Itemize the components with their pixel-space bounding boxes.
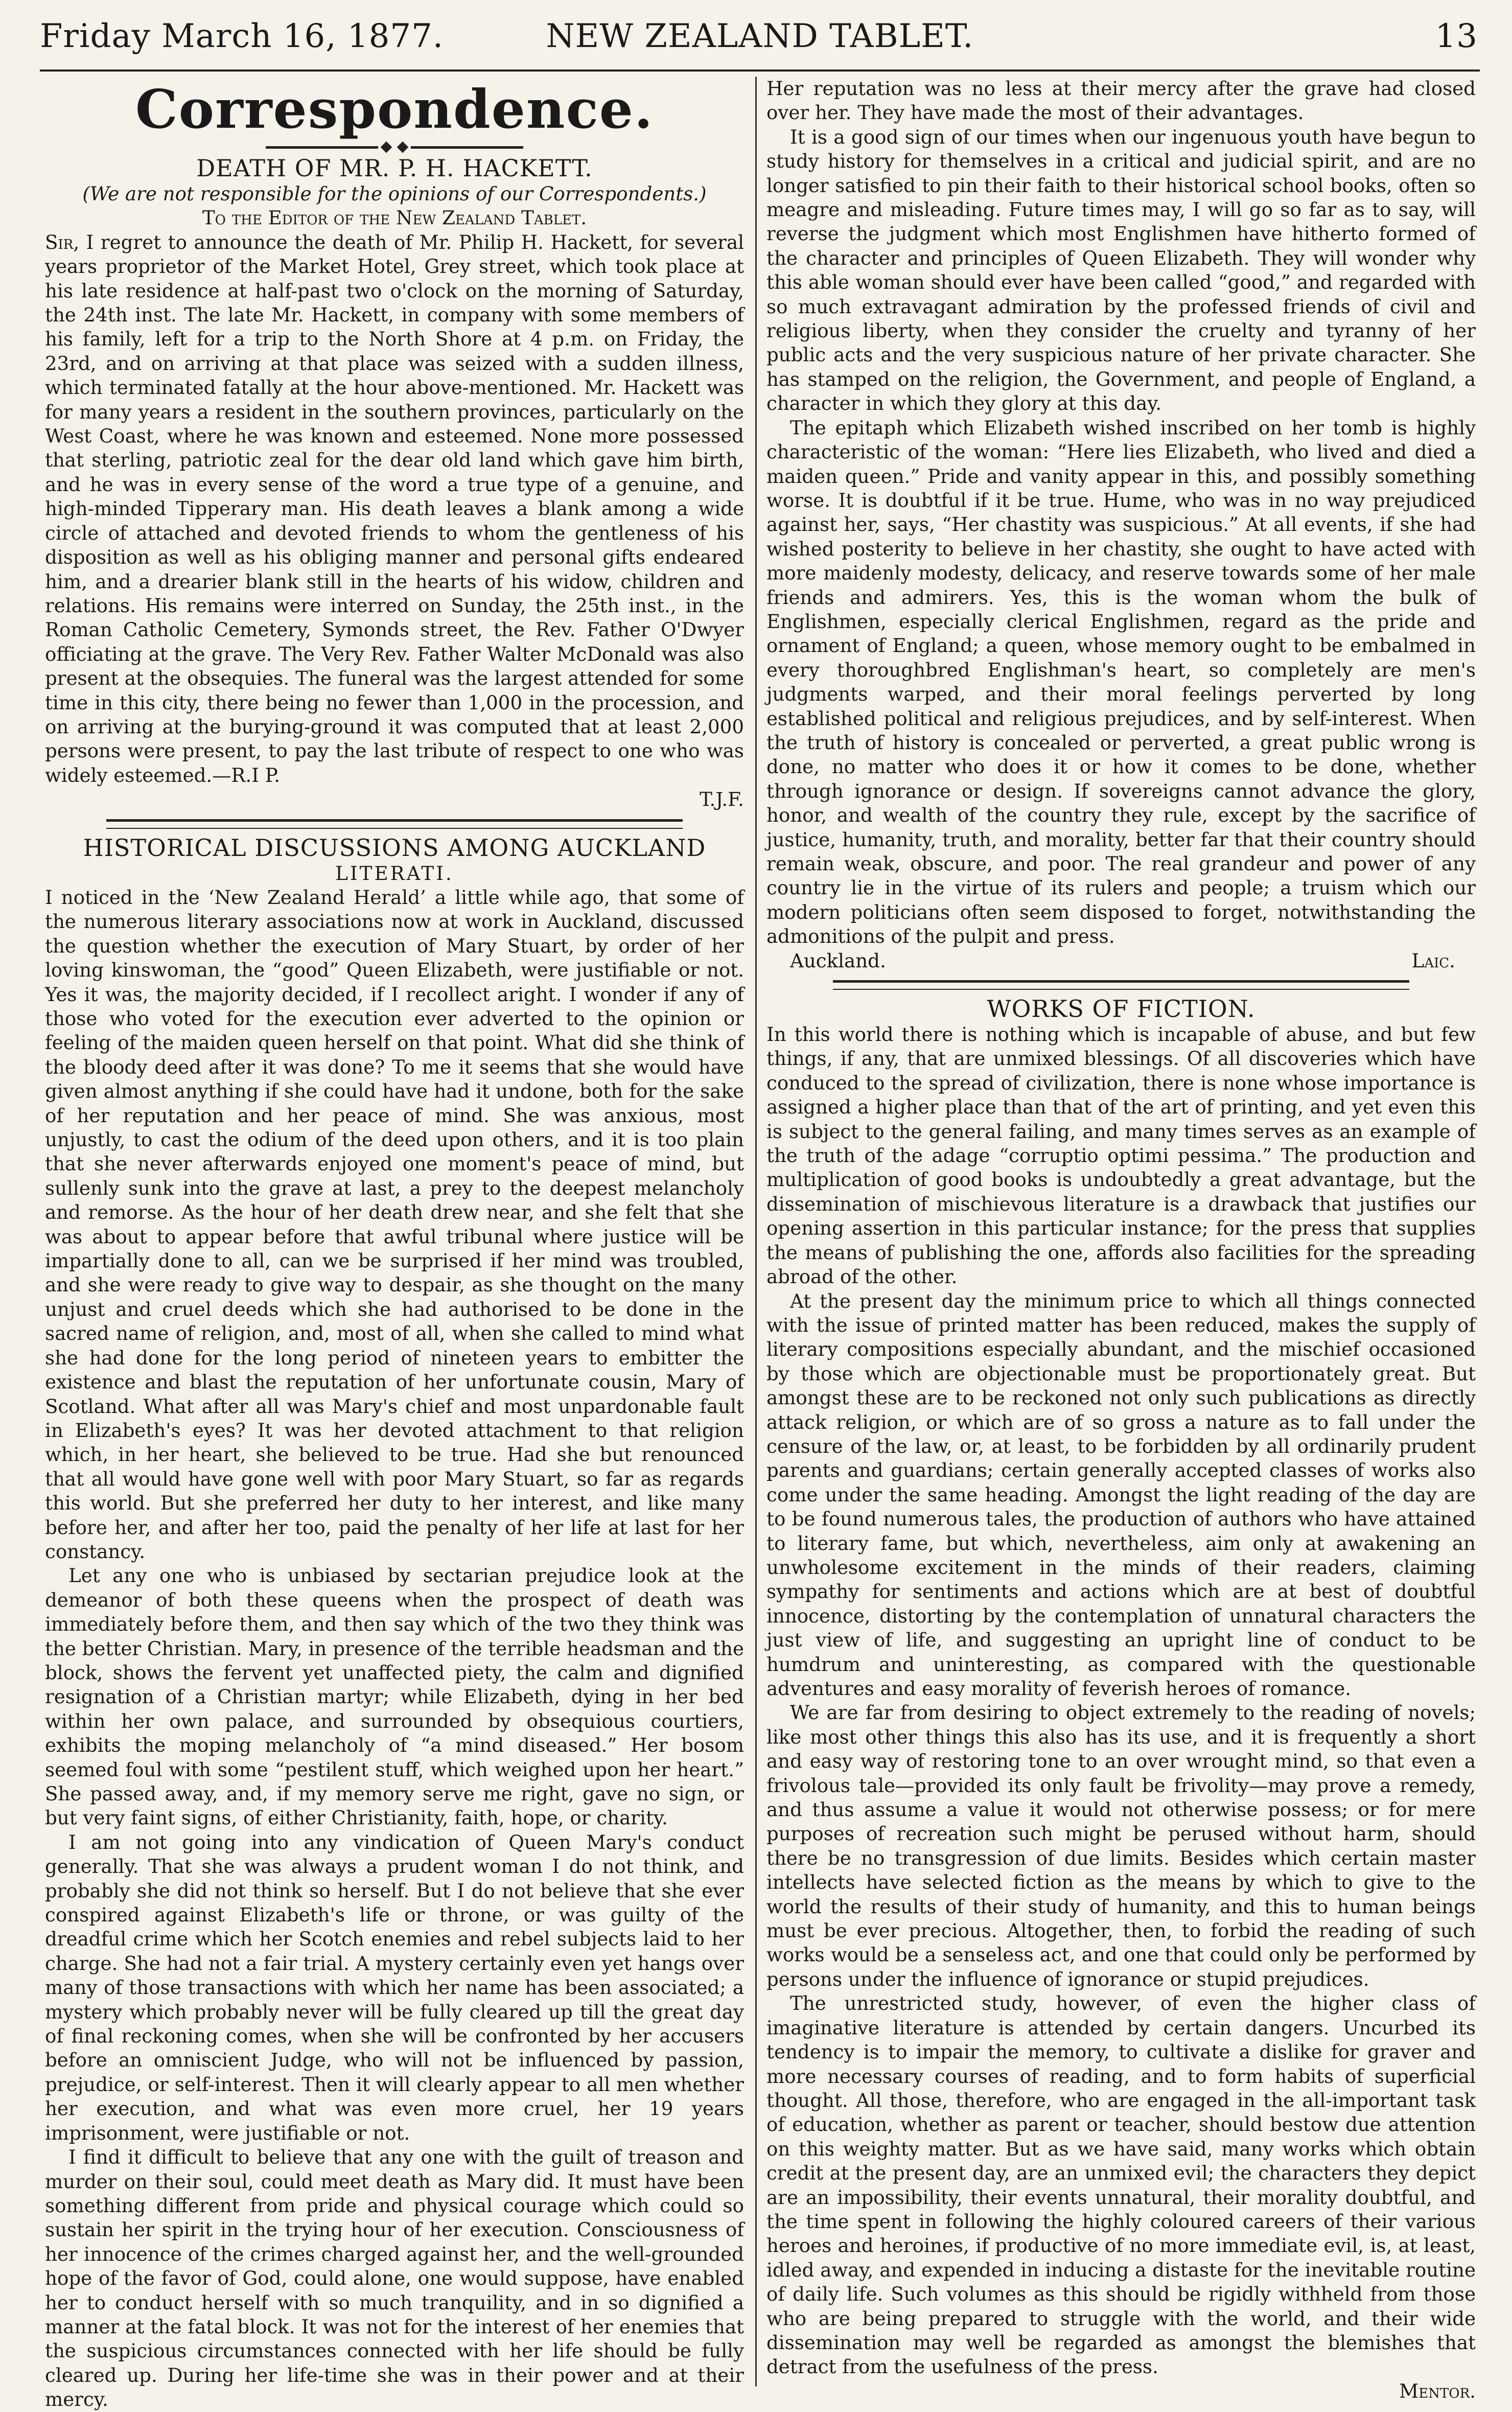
page-header bbox=[40, 12, 1480, 72]
column-right bbox=[766, 77, 1476, 2402]
auckland-signoff bbox=[766, 949, 1476, 973]
section-masthead: Correspondence. bbox=[135, 78, 654, 141]
hackett-body-text: I regret to announce the death of Mr. Philip H. Hackett, for several years proprietor of the Market Hotel, Grey street, which took place at his late residence at half-past two o'clock on the morning of Saturday, the 24th inst. The late Mr. Hackett, in company with some members of his family, left for a trip to the North Shore at 4 p.m. on Friday, the 23rd, and on arriving at that place was seized with a sudden illness, which terminated fatally at the hour above-mentioned. Mr. Hackett was for many years a resident in the southern provinces, particularly on the West Coast, where he was known and esteemed. None more possessed that sterling, patriotic zeal for the dear old land which gave him birth, and he was in every sense of the word a true type of a genuine, and high-minded Tipperary man. His death leaves a blank among a wide circle of attached and devoted friends to whom the gentleness of his disposition as well as his obliging manner and personal gifts endeared him, and a drearier blank still in the hearts of his widow, children and relations. His remains were interred on Sunday, the 25th inst., in the Roman Catholic Cemetery, Symonds street, the Rev. Father O'Dwyer officiating at the grave. The Very Rev. Father Walter McDonald was also present at the obsequies. The funeral was the largest attended for some time in this city, there being no fewer than 1,000 in the procession, and on arriving at the burying-ground it was computed that at least 2,000 persons were present, to pay the last tribute of respect to one who was widely esteemed.—R.I P. bbox=[45, 230, 745, 786]
article-divider bbox=[833, 980, 1409, 990]
article-auckland-continued bbox=[766, 77, 1476, 973]
header-date: Friday March 16, 1877. bbox=[40, 17, 444, 55]
masthead-ornament bbox=[45, 143, 744, 151]
fiction-paragraph: In this world there is nothing which is incapable of abuse, and but few things, if any, that are unmixed blessings. Of all discoveries which have conduced to the spread of civilization, there is none whose importance is assigned a higher place than that of the art of printing, and yet even this is subject to the general failing, and many times serves as an example of the truth of the adage “corruptio optimi pessima.” The production and multiplication of good books is undoubtedly a great advantage, but the dissemination of mischievous literature is a drawback that justifies our opening assertion in this particular instance; for the press that supplies the means of publishing the one, affords also facilities for the spreading abroad of the other. bbox=[766, 1023, 1476, 1288]
auckland-paragraph: I find it difficult to believe that any one with the guilt of treason and murder on their soul, could meet death as Mary did. It must have been something different from pride and physical courage which could so sustain her spirit in the trying hour of her execution. Consciousness of her innocence of the crimes charged against her, and the well-grounded hope of the favor of God, could alone, one would suppose, have enabled her to conduct herself with so much tranquility, and in so dignified a manner at the fatal block. It was not for the interest of her enemies that the suspicious circumstances connected with her life should be fully cleared up. During her life-time she was in their power and at their mercy. bbox=[45, 2146, 744, 2411]
hackett-body bbox=[45, 230, 744, 787]
hackett-to-line: To the Editor of the New Zealand Tablet. bbox=[202, 206, 587, 229]
auckland-headline-2: LITERATI. bbox=[335, 862, 454, 885]
fiction-signature: Mentor. bbox=[1399, 2379, 1476, 2402]
fiction-paragraph: At the present day the minimum price to which all things connected with the issue of printed matter has been reduced, makes the supply of literary compositions especially abundant, and the mischief occasioned by those which are objectionable must be proportionately great. But amongst these are to be reckoned not only such publications as directly attack religion, or which are of so gross a nature as to fall under the censure of the law, or, at least, to be forbidden by all ordinarily prudent parents and guardians; certain generally accepted classes of works also come under the same heading. Amongst the light reading of the day are to be found numerous tales, the production of authors who have attained to literary fame, but which, nevertheless, aim only at awakening an unwholesome excitement in the minds of their readers, claiming sympathy for sentiments and actions which are at best of doubtful innocence, distorting by the contemplation of unnatural characters the just view of life, and suggesting an upright line of conduct to be humdrum and uninteresting, as compared with the questionable adventures and easy morality of feverish heroes of romance. bbox=[766, 1289, 1476, 1700]
article-fiction bbox=[766, 995, 1476, 2403]
auckland-paragraph: I am not going into any vindication of Queen Mary's conduct generally. That she was always a prudent woman I do not think, and probably she did not think so herself. But I do not believe that she ever conspired against Elizabeth's life or throne, or was guilty of the dreadful crime which her Scotch enemies and rebel subjects laid to her charge. She had not a fair trial. A mystery certainly even yet hangs over many of those transactions with which her name has been associated; a mystery which probably never will be fully cleared up till the great day of final reckoning comes, when she will be confronted by her accusers before an omniscient Judge, who will not be influenced by passion, prejudice, or self-interest. Then it will clearly appear to all men whether her execution, and what was even more cruel, her 19 years imprisonment, were justifiable or not. bbox=[45, 1830, 744, 2144]
hackett-headline: DEATH OF MR. P. H. HACKETT. bbox=[196, 154, 593, 182]
fiction-paragraph: The unrestricted study, however, of even the higher class of imaginative literature is attended by certain dangers. Uncurbed its tendency is to impair the memory, to cultivate a dislike for graver and more necessary courses of reading, and to form habits of superficial thought. All those, therefore, who are engaged in the all-important task of education, whether as parent or teacher, should bestow due attention on this weighty matter. But as we have said, many works which obtain credit at the present day, are an unmixed evil; the characters they depict are an impossibility, their events unnatural, their morality doubtful, and the time spent in following the highly coloured careers of their various heroes and heroines, if productive of no more immediate evil, is, at least, idled away, and expended in inducing a distaste for the inevitable routine of daily life. Such volumes as this should be rigidly withheld from those who are being prepared to struggle with the world, and their wide dissemination may well be regarded as amongst the blemishes that detract from the usefulness of the press. bbox=[766, 1992, 1476, 2378]
auckland-paragraph: Her reputation was no less at their mercy after the grave had closed over her. They have made the most of their advantages. bbox=[766, 77, 1476, 124]
fiction-paragraph: We are far from desiring to object extremely to the reading of novels; like most other things this also has its use, and it is frequently a short and easy way of restoring tone to an over wrought mind, so that even a frivolous tale—provided its only fault be frivolity—may prove a remedy, and thus assume a value it would not otherwise possess; or for mere purposes of recreation such might be perused without harm, should there be no transgression of due limits. Besides which certain master intellects have selected fiction as the means by which to give to the world the results of their study of humanity, and this to human beings must be ever precious. Altogether, then, to forbid the reading of such works would be a senseless act, and one that could only be performed by persons under the influence of ignorance or stupid prejudices. bbox=[766, 1701, 1476, 1990]
fiction-headline: WORKS OF FICTION. bbox=[987, 995, 1255, 1023]
article-hackett bbox=[45, 154, 744, 812]
article-divider bbox=[106, 819, 683, 829]
hackett-signature: T.J.F. bbox=[700, 788, 744, 811]
hackett-salutation: Sir, bbox=[45, 230, 80, 253]
auckland-paragraph: Let any one who is unbiased by sectarian prejudice look at the demeanor of both these queens when the prospect of death was immediately before them, and then say which of the two they think was the better Christian. Mary, in presence of the terrible headsman and the block, shows the fervent yet unaffected piety, the calm and dignified resignation of a Christian martyr; while Elizabeth, dying in her bed within her own palace, and surrounded by obsequious courtiers, exhibits the moping melancholy of “a mind diseased.” Her bosom seemed foul with some “pestilent stuff, which weighed upon her heart.” She passed away, and, if my memory serve me right, gave no sign, or but very faint signs, of either Christianity, faith, hope, or charity. bbox=[45, 1564, 744, 1829]
auckland-paragraph: I noticed in the ‘New Zealand Herald’ a little while ago, that some of the numerous literary associations now at work in Auckland, discussed the question whether the execution of Mary Stuart, by order of her loving kinswoman, the “good” Queen Elizabeth, were justifiable or not. Yes it was, the majority decided, if I recollect aright. I wonder if any of those who voted for the execution ever adverted to the opinion or feeling of the maiden queen herself on that point. What did she think of the bloody deed after it was done? To me it seems that she would have given almost anything if she could have had it undone, both for the sake of her reputation and her peace of mind. She was anxious, most unjustly, to cast the odium of the deed upon others, and it is too plain that she never afterwards enjoyed one moment's peace of mind, but sullenly sunk into the grave at last, a prey to the deepest melancholy and remorse. As the hour of her death drew near, and she felt that she was about to appear before that awful tribunal where justice will be impartially done to all, can we be surprised if her mind was troubled, and she were ready to give way to despair, as she thought on the many unjust and cruel deeds which she had authorised to be done in the sacred name of religion, and, most of all, when she called to mind what she had done for the long period of nineteen years to embitter the existence and blast the reputation of her unfortunate cousin, Mary of Scotland. What after all was Mary's chief and most unpardonable fault in Elizabeth's eyes? It was her devoted attachment to that religion which, in her heart, she believed to be true. Had she but renounced that all would have gone well with poor Mary Stuart, so far as regards this world. But she preferred her duty to her interest, and like many before her, and after her too, paid the penalty of her life at last for her constancy. bbox=[45, 886, 744, 1563]
column-rule bbox=[755, 77, 757, 2386]
article-auckland bbox=[45, 834, 744, 2412]
auckland-place: Auckland. bbox=[790, 949, 886, 972]
header-page-number: 13 bbox=[1435, 17, 1478, 55]
column-left bbox=[45, 77, 745, 2411]
header-title: NEW ZEALAND TABLET. bbox=[546, 17, 974, 55]
auckland-paragraph: It is a good sign of our times when our ingenuous youth have begun to study history for themselves in a critical and judicial spirit, and are no longer satisfied to pin their faith to their historical school books, often so meagre and misleading. Future times may, I will go so far as to say, will reverse the judgment which most Englishmen have hitherto formed of the character and principles of Queen Elizabeth. They will wonder why this able woman should ever have been called “good,” and regarded with so much extravagant admiration by the professed friends of civil and religious liberty, when they consider the cruelty and tyranny of her public acts and the very suspicious nature of her private character. She has stamped on the religion, the Government, and people of England, a character in which they glory at this day. bbox=[766, 125, 1476, 415]
auckland-headline: HISTORICAL DISCUSSIONS AMONG AUCKLAND bbox=[83, 833, 706, 862]
auckland-signature: Laic. bbox=[1411, 949, 1455, 972]
hackett-disclaimer: (We are not responsible for the opinions of our Correspondents.) bbox=[82, 182, 707, 205]
auckland-paragraph: The epitaph which Elizabeth wished inscribed on her tomb is highly characteristic of the woman: “Here lies Elizabeth, who lived and died a maiden queen.” Pride and vanity appear in this, and possibly something worse. It is doubtful if it be true. Hume, who was in no way prejudiced against her, says, “Her chastity was suspicious.” At all events, if she had wished posterity to believe in her chastity, she ought to have acted with more maidenly modesty, delicacy, and reserve towards some of her male friends and admirers. Yes, this is the woman whom the bulk of Englishmen, especially clerical Englishmen, regard as the pride and ornament of England; a queen, whose memory ought to be embalmed in every thoroughbred Englishman's heart, so completely are men's judgments warped, and their moral feelings perverted by long established political and religious prejudices, and by self-interest. When the truth of history is concealed or perverted, a great public wrong is done, no matter who does it or how it comes to be done, whether through ignorance or design. If sovereigns cannot advance the glory, honor, and wealth of the country they rule, except by the sacrifice of justice, humanity, truth, and morality, better far that their country should remain weak, obscure, and poor. The real grandeur and power of any country lie in the virtue of its rulers and people; a truism which our modern politicians often seem disposed to forget, notwithstanding the admonitions of the pulpit and press. bbox=[766, 416, 1476, 948]
